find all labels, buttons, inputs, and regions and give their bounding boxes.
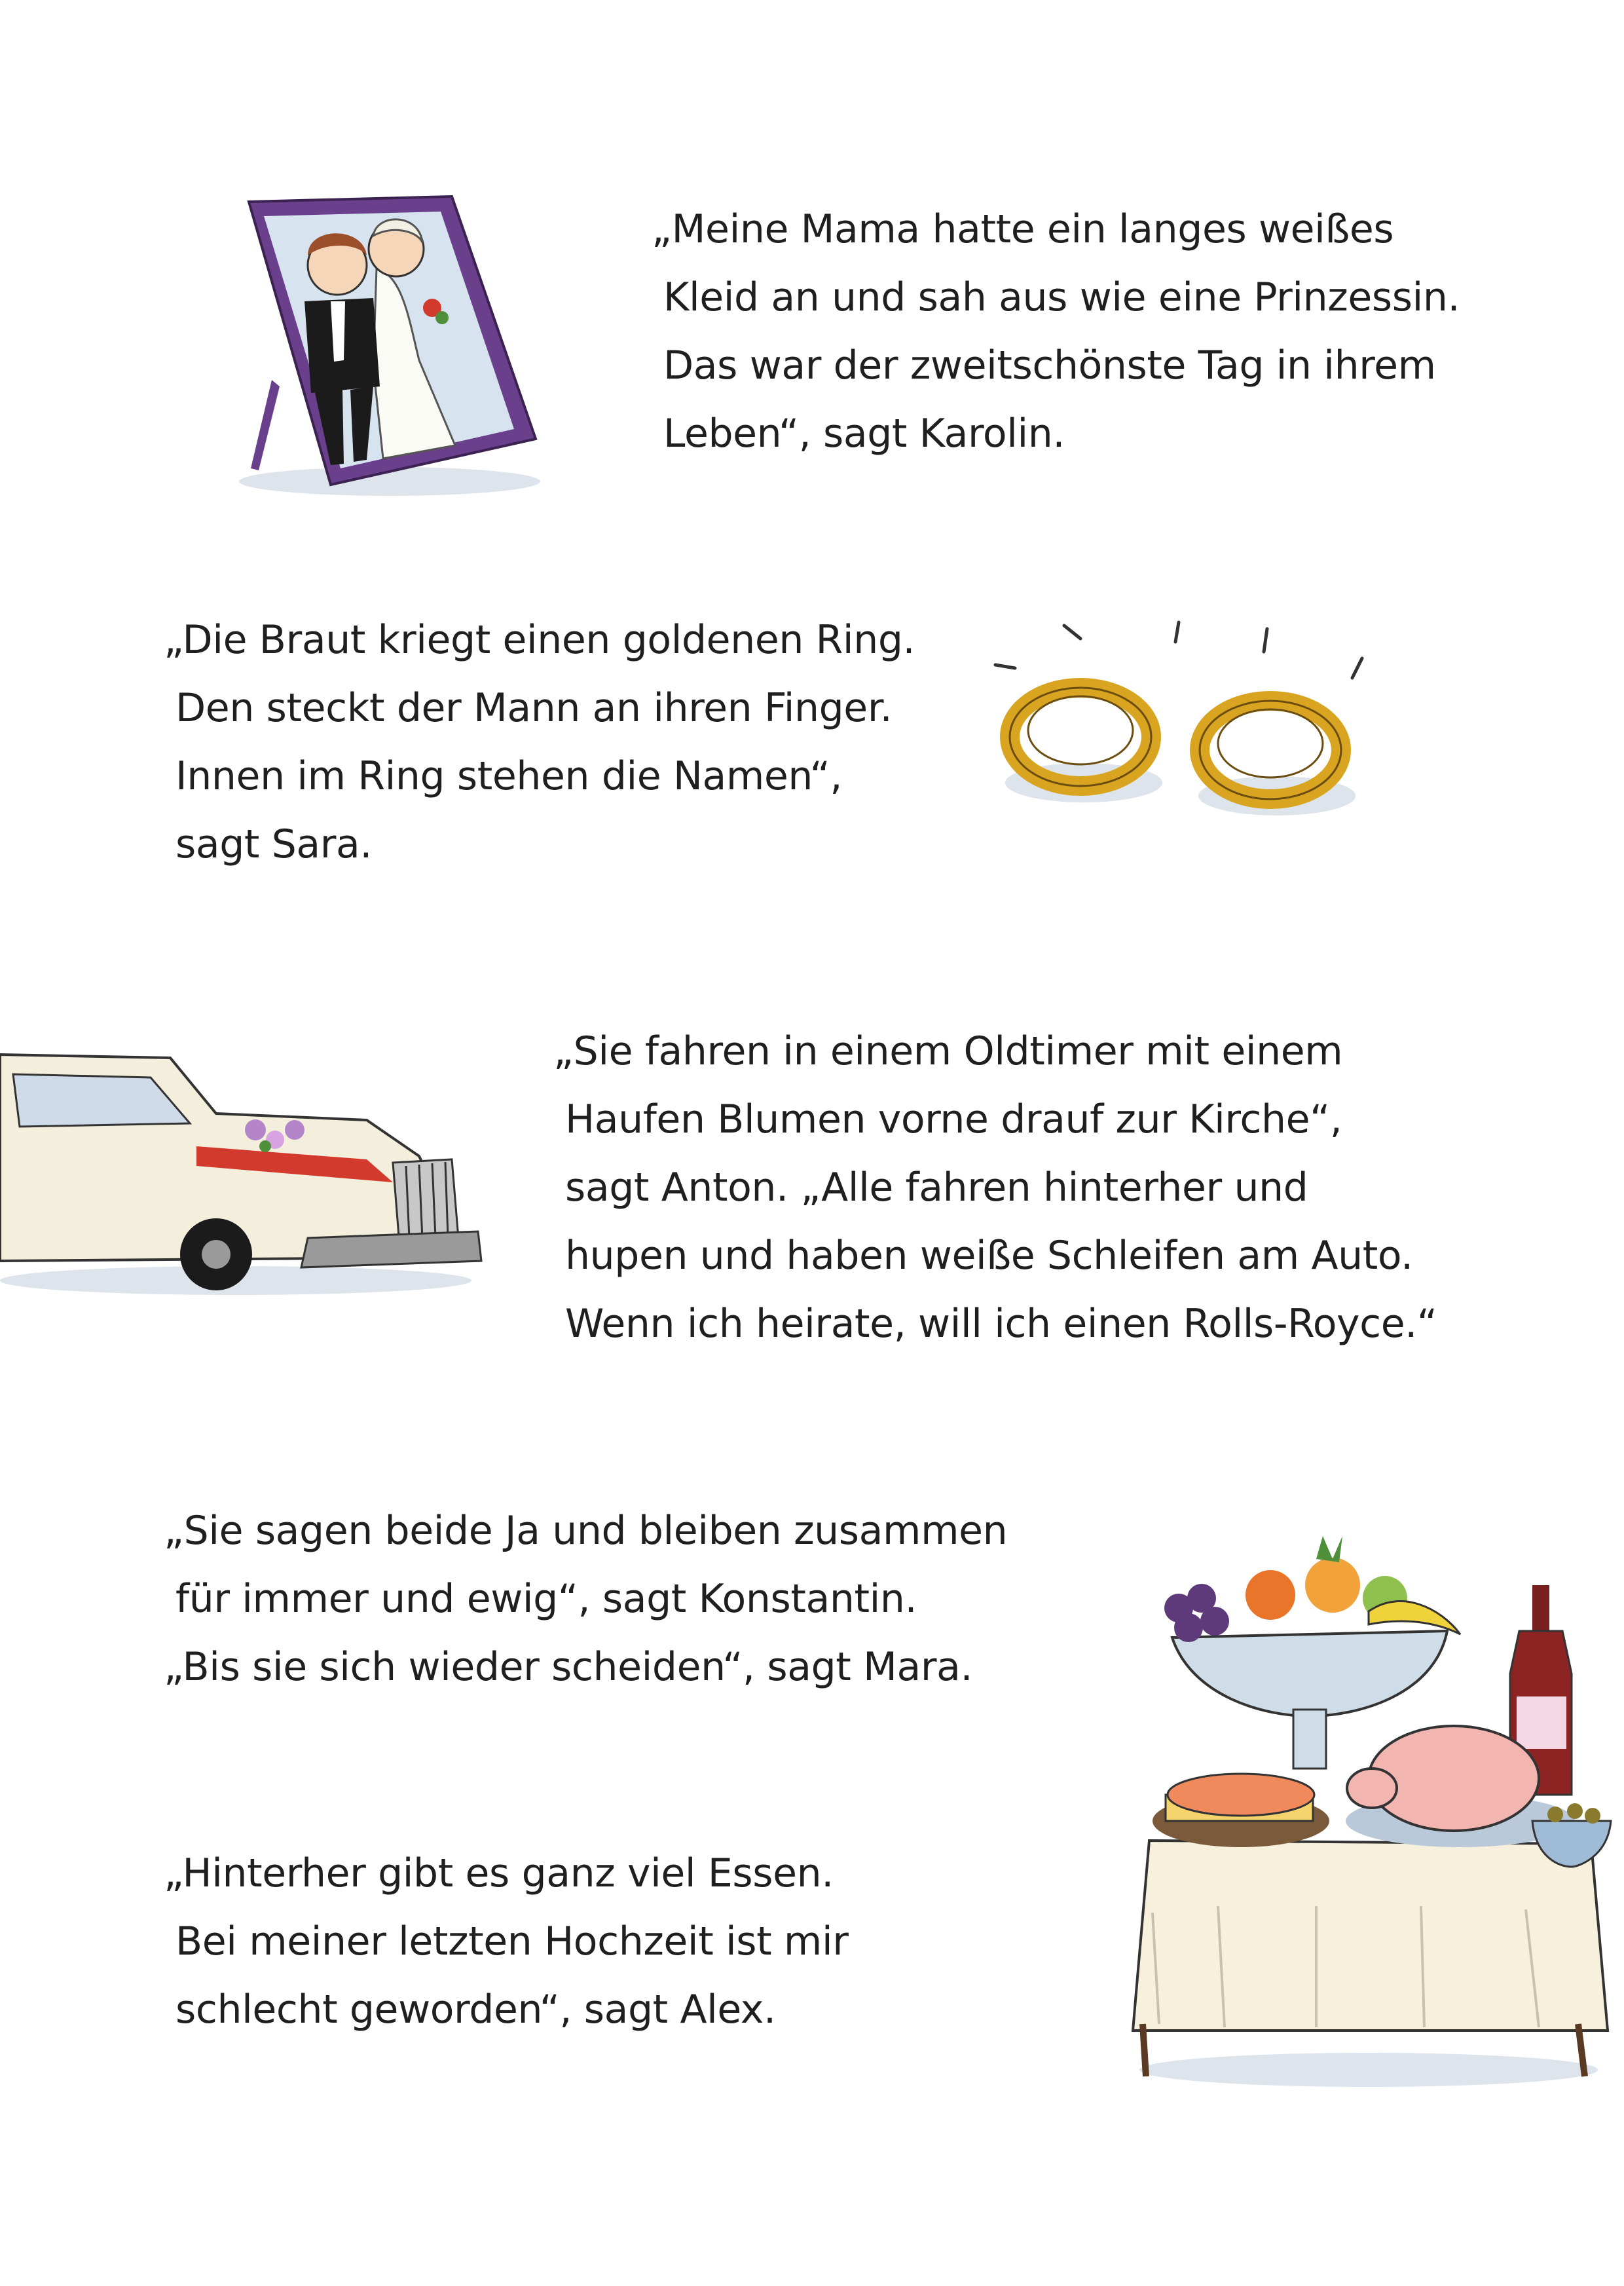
- quote-sara: [164, 606, 915, 878]
- quote-line: für immer und ewig“, sagt Konstantin.: [175, 1576, 917, 1622]
- quote-line: „Bis sie sich wieder scheiden“, sagt Mara.: [164, 1644, 973, 1690]
- quote-line: Innen im Ring stehen die Namen“,: [175, 753, 843, 799]
- quote-line: Bei meiner letzten Hochzeit ist mir: [175, 1919, 849, 1964]
- quote-line: sagt Sara.: [175, 821, 373, 867]
- quote-line: „Meine Mama hatte ein langes weißes: [652, 206, 1394, 252]
- quote-line: Den steckt der Mann an ihren Finger.: [175, 685, 893, 731]
- wedding-photo-frame-illustration: [232, 190, 547, 498]
- vintage-car-illustration: [0, 1041, 485, 1297]
- quote-anton: [553, 1017, 1437, 1358]
- quote-line: sagt Anton. „Alle fahren hinterher und: [565, 1165, 1308, 1210]
- quote-konstantin-mara: [164, 1497, 1007, 1701]
- quote-line: „Die Braut kriegt einen goldenen Ring.: [164, 617, 915, 663]
- quote-karolin: [652, 195, 1460, 468]
- quote-line: hupen und haben weiße Schleifen am Auto.: [565, 1233, 1413, 1279]
- buffet-table-illustration: [1120, 1513, 1617, 2089]
- quote-alex: [164, 1839, 849, 2044]
- quote-line: Wenn ich heirate, will ich einen Rolls-Royce.“: [565, 1301, 1437, 1347]
- quote-line: Das war der zweitschönste Tag in ihrem: [663, 343, 1436, 388]
- quote-line: Kleid an und sah aus wie eine Prinzessin.: [663, 274, 1460, 320]
- quote-line: „Sie sagen beide Ja und bleiben zusammen: [164, 1508, 1008, 1554]
- quote-line: schlecht geworden“, sagt Alex.: [175, 1987, 776, 2033]
- quote-line: Leben“, sagt Karolin.: [663, 411, 1065, 457]
- wedding-rings-illustration: [989, 616, 1375, 825]
- quote-line: „Hinterher gibt es ganz viel Essen.: [164, 1850, 834, 1896]
- quote-line: „Sie fahren in einem Oldtimer mit einem: [553, 1028, 1343, 1074]
- quote-line: Haufen Blumen vorne drauf zur Kirche“,: [565, 1096, 1342, 1142]
